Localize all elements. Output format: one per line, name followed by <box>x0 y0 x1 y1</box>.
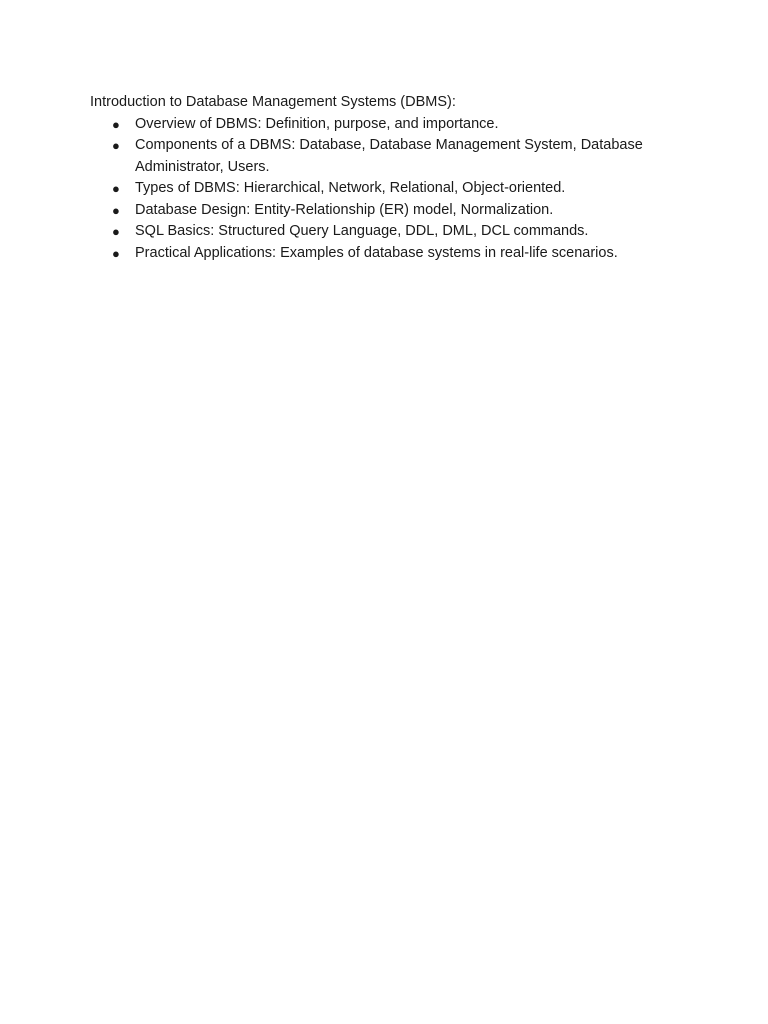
list-item <box>90 135 680 178</box>
bullet-icon: ● <box>112 245 120 261</box>
bullet-icon: ● <box>112 202 120 218</box>
bullet-icon: ● <box>112 181 120 196</box>
section-heading: Introduction to Database Management Systems (DBMS): <box>90 94 456 110</box>
list-item-text: Components of a DBMS: Database, Database Management System, Database Administrator, Users. <box>135 137 643 175</box>
bullet-list <box>90 114 680 265</box>
bullet-icon: ● <box>112 138 120 153</box>
list-item <box>90 243 680 265</box>
list-item-text: Overview of DBMS: Definition, purpose, and importance. <box>135 115 499 132</box>
bullet-icon: ● <box>112 224 120 239</box>
bullet-icon: ● <box>112 116 120 132</box>
list-item <box>90 221 680 243</box>
list-item-text: SQL Basics: Structured Query Language, DDL, DML, DCL commands. <box>135 223 589 239</box>
list-item <box>90 114 680 136</box>
list-item-text: Practical Applications: Examples of database systems in real-life scenarios. <box>135 244 618 261</box>
list-item-text: Database Design: Entity-Relationship (ER) model, Normalization. <box>135 201 554 218</box>
list-item <box>90 178 680 200</box>
document-body <box>90 92 680 264</box>
list-item <box>90 200 680 222</box>
list-item-text: Types of DBMS: Hierarchical, Network, Relational, Object-oriented. <box>135 180 566 196</box>
